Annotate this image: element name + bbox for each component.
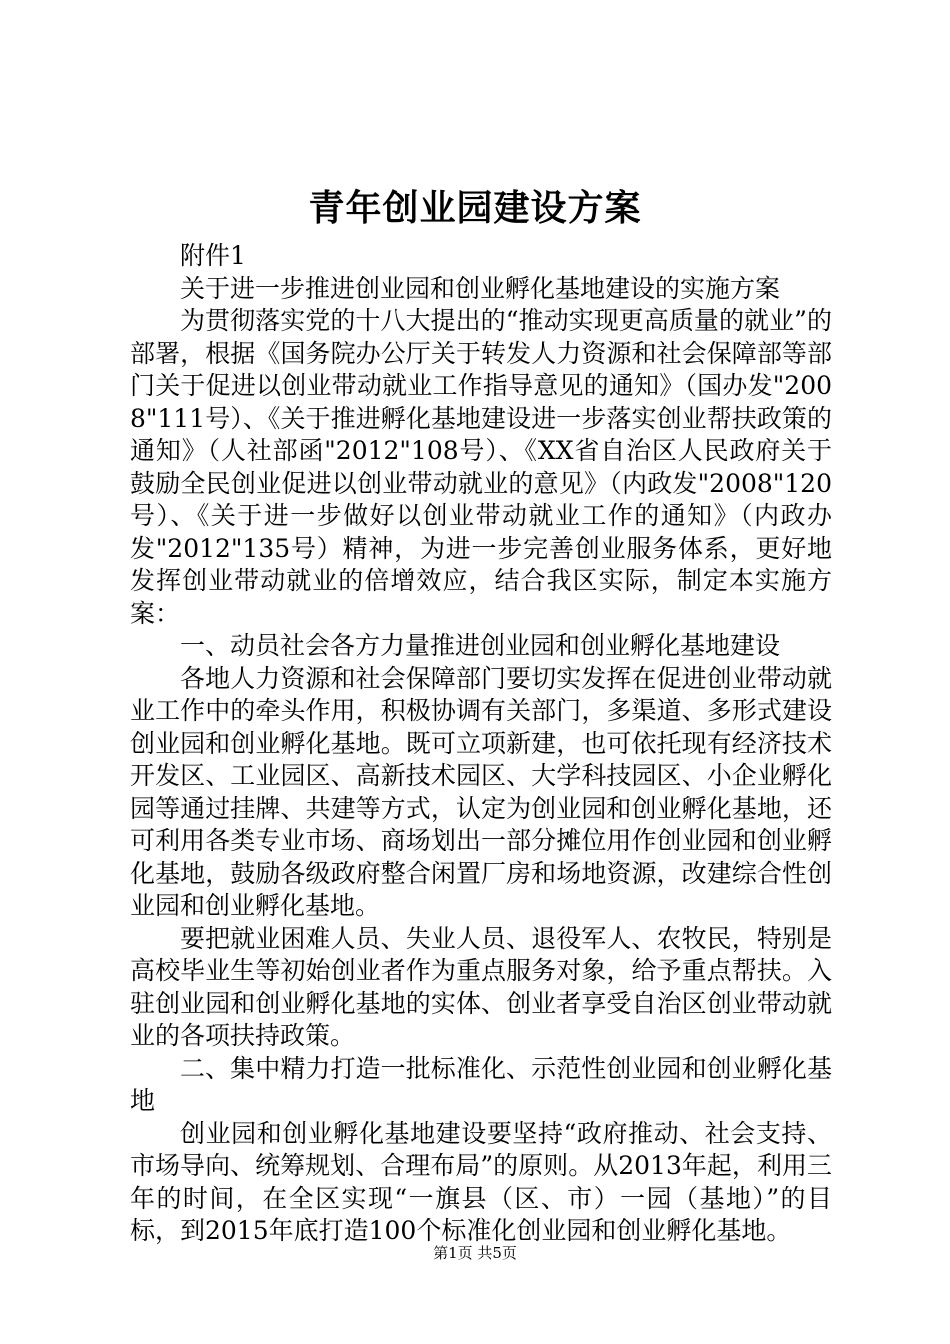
attachment-label: 附件1 (180, 241, 246, 270)
body-paragraph: 要把就业困难人员、失业人员、退役军人、农牧民，特别是高校毕业生等初始创业者作为重点服务对象，给予重点帮扶。入驻创业园和创业孵化基地的实体、创业者享受自治区创业带动就业的各项扶持政策。 (130, 923, 832, 1050)
page-footer: 第1页 共5页 (433, 1244, 517, 1262)
body-paragraph: 创业园和创业孵化基地建设要坚持“政府推动、社会支持、市场导向、统筹规划、合理布局”的原则。从2013年起，利用三年的时间，在全区实现“一旗县（区、市）一园（基地）”的目标，到2015年底打造100个标准化创业园和创业孵化基地。 (130, 1118, 832, 1245)
document-body (130, 240, 832, 1248)
document-title: 青年创业园建设方案 (308, 188, 642, 229)
intro-paragraph: 为贯彻落实党的十八大提出的“推动实现更高质量的就业”的部署，根据《国务院办公厅关于转发人力资源和社会保障部等部门关于促进以创业带动就业工作指导意见的通知》（国办发"2008"111号）、《关于推进孵化基地建设进一步落实创业帮扶政策的通知》（人社部函"2012"108号）、《XX省自治区人民政府关于鼓励全民创业促进以创业带动就业的意见》（内政发"2008"120号）、《关于进一步做好以创业带动就业工作的通知》（内政办发"2012"135号）精神，为进一步完善创业服务体系，更好地发挥创业带动就业的倍增效应，结合我区实际，制定本实施方案： (130, 306, 832, 628)
plan-heading: 关于进一步推进创业园和创业孵化基地建设的实施方案 (180, 273, 781, 303)
section-heading-1: 一、动员社会各方力量推进创业园和创业孵化基地建设 (180, 631, 781, 660)
body-paragraph: 各地人力资源和社会保障部门要切实发挥在促进创业带动就业工作中的牵头作用，积极协调有关部门，多渠道、多形式建设创业园和创业孵化基地。既可立项新建，也可依托现有经济技术开发区、工业园区、高新技术园区、大学科技园区、小企业孵化园等通过挂牌、共建等方式，认定为创业园和创业孵化基地，还可利用各类专业市场、商场划出一部分摊位用作创业园和创业孵化基地，鼓励各级政府整合闲置厂房和场地资源，改建综合性创业园和创业孵化基地。 (130, 663, 832, 920)
section-heading-2: 二、集中精力打造一批标准化、示范性创业园和创业孵化基地 (130, 1053, 832, 1115)
